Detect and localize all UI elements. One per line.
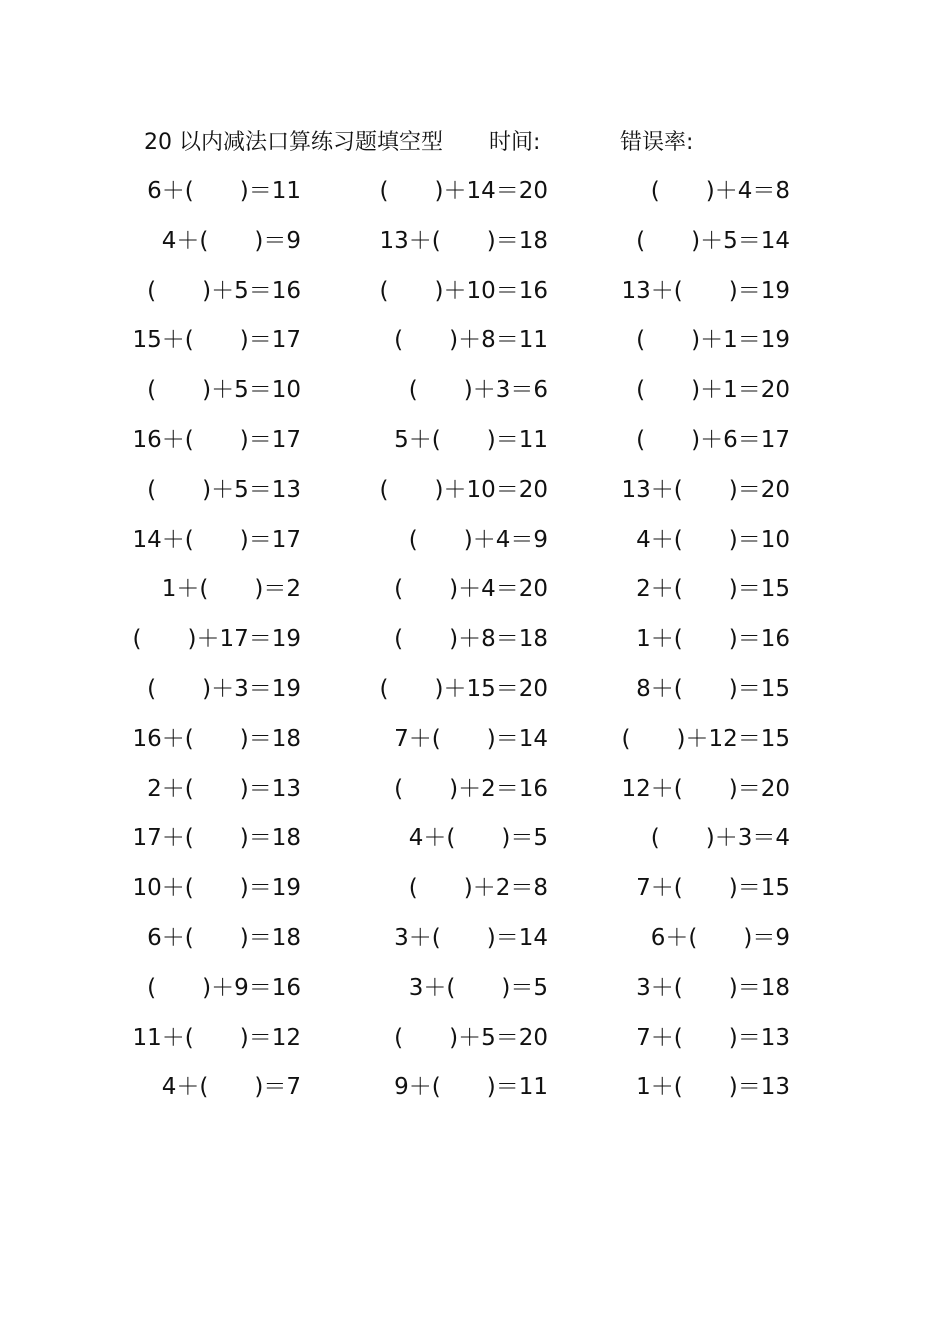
problem-row — [0, 970, 950, 1020]
problem-row — [0, 472, 950, 522]
problem-item: ( )＋3＝6 — [408, 377, 548, 404]
problem-item: 12＋( )＝20 — [621, 775, 790, 802]
problem-item: ( )＋1＝19 — [636, 327, 790, 354]
problem-row — [0, 771, 950, 821]
problem-item: 6＋( )＝9 — [650, 924, 790, 951]
problem-row — [0, 671, 950, 721]
problem-row — [0, 1020, 950, 1070]
problem-item: 5＋( )＝11 — [394, 426, 548, 453]
problem-item: ( )＋10＝16 — [379, 277, 548, 304]
problem-item: 13＋( )＝20 — [621, 476, 790, 503]
problem-item: ( )＋12＝15 — [621, 725, 790, 752]
problem-item: 16＋( )＝18 — [132, 725, 301, 752]
problem-item: ( )＋1＝20 — [636, 377, 790, 404]
problem-item: ( )＋3＝19 — [147, 675, 301, 702]
problem-item: ( )＋10＝20 — [379, 476, 548, 503]
problem-item: 4＋( )＝9 — [161, 227, 301, 254]
problem-item: ( )＋9＝16 — [147, 974, 301, 1001]
problem-row — [0, 920, 950, 970]
problem-row — [0, 372, 950, 422]
problem-item: 13＋( )＝19 — [621, 277, 790, 304]
problem-item: ( )＋14＝20 — [379, 178, 548, 204]
problem-item: ( )＋4＝9 — [408, 526, 548, 553]
problem-item: 2＋( )＝13 — [147, 775, 301, 802]
problem-item: 4＋( )＝10 — [636, 526, 790, 553]
problem-item: ( )＋8＝18 — [394, 626, 548, 653]
problem-item: 7＋( )＝15 — [636, 875, 790, 902]
problem-row — [0, 621, 950, 671]
problem-item: 1＋( )＝13 — [636, 1074, 790, 1101]
problem-row — [0, 721, 950, 771]
problem-row — [0, 173, 950, 223]
problem-item: ( )＋3＝4 — [650, 825, 790, 852]
problem-item: ( )＋5＝20 — [394, 1024, 548, 1051]
problem-item: 14＋( )＝17 — [132, 526, 301, 553]
problem-item: 4＋( )＝5 — [408, 825, 548, 852]
problem-item: ( )＋2＝16 — [394, 775, 548, 802]
problem-item: 1＋( )＝16 — [636, 626, 790, 653]
problem-item: 3＋( )＝18 — [636, 974, 790, 1001]
problem-item: ( )＋6＝17 — [636, 426, 790, 453]
problem-row — [0, 820, 950, 870]
problem-item: ( )＋4＝8 — [650, 178, 790, 204]
problem-item: 6＋( )＝18 — [147, 924, 301, 951]
problem-item: ( )＋8＝11 — [394, 327, 548, 354]
problem-item: 17＋( )＝18 — [132, 825, 301, 852]
problem-item: ( )＋5＝14 — [636, 227, 790, 254]
worksheet-title: 20 以内减法口算练习题填空型 — [144, 130, 443, 155]
problem-item: 15＋( )＝17 — [132, 327, 301, 354]
problem-item: 4＋( )＝7 — [161, 1074, 301, 1101]
problem-item: ( )＋5＝10 — [147, 377, 301, 404]
problem-item: 9＋( )＝11 — [394, 1074, 548, 1101]
problem-item: ( )＋5＝13 — [147, 476, 301, 503]
problem-item: ( )＋5＝16 — [147, 277, 301, 304]
worksheet-header — [144, 126, 784, 160]
problem-grid — [0, 173, 950, 1119]
problem-item: 13＋( )＝18 — [379, 227, 548, 254]
problem-row — [0, 322, 950, 372]
problem-item: 7＋( )＝14 — [394, 725, 548, 752]
problem-row — [0, 223, 950, 273]
problem-item: 1＋( )＝2 — [161, 576, 301, 603]
problem-item: ( )＋15＝20 — [379, 675, 548, 702]
problem-item: ( )＋4＝20 — [394, 576, 548, 603]
problem-item: 6＋( )＝11 — [147, 178, 301, 204]
problem-item: ( )＋2＝8 — [408, 875, 548, 902]
problem-item: 10＋( )＝19 — [132, 875, 301, 902]
problem-item: ( )＋17＝19 — [132, 626, 301, 653]
error-rate-label: 错误率: — [620, 130, 694, 155]
problem-row — [0, 1069, 950, 1119]
time-label: 时间: — [489, 130, 541, 155]
problem-item: 8＋( )＝15 — [636, 675, 790, 702]
problem-item: 3＋( )＝5 — [408, 974, 548, 1001]
problem-row — [0, 522, 950, 572]
problem-row — [0, 422, 950, 472]
problem-row — [0, 870, 950, 920]
problem-item: 3＋( )＝14 — [394, 924, 548, 951]
problem-item: 2＋( )＝15 — [636, 576, 790, 603]
problem-row — [0, 273, 950, 323]
problem-row — [0, 571, 950, 621]
problem-item: 11＋( )＝12 — [132, 1024, 301, 1051]
problem-item: 7＋( )＝13 — [636, 1024, 790, 1051]
problem-item: 16＋( )＝17 — [132, 426, 301, 453]
